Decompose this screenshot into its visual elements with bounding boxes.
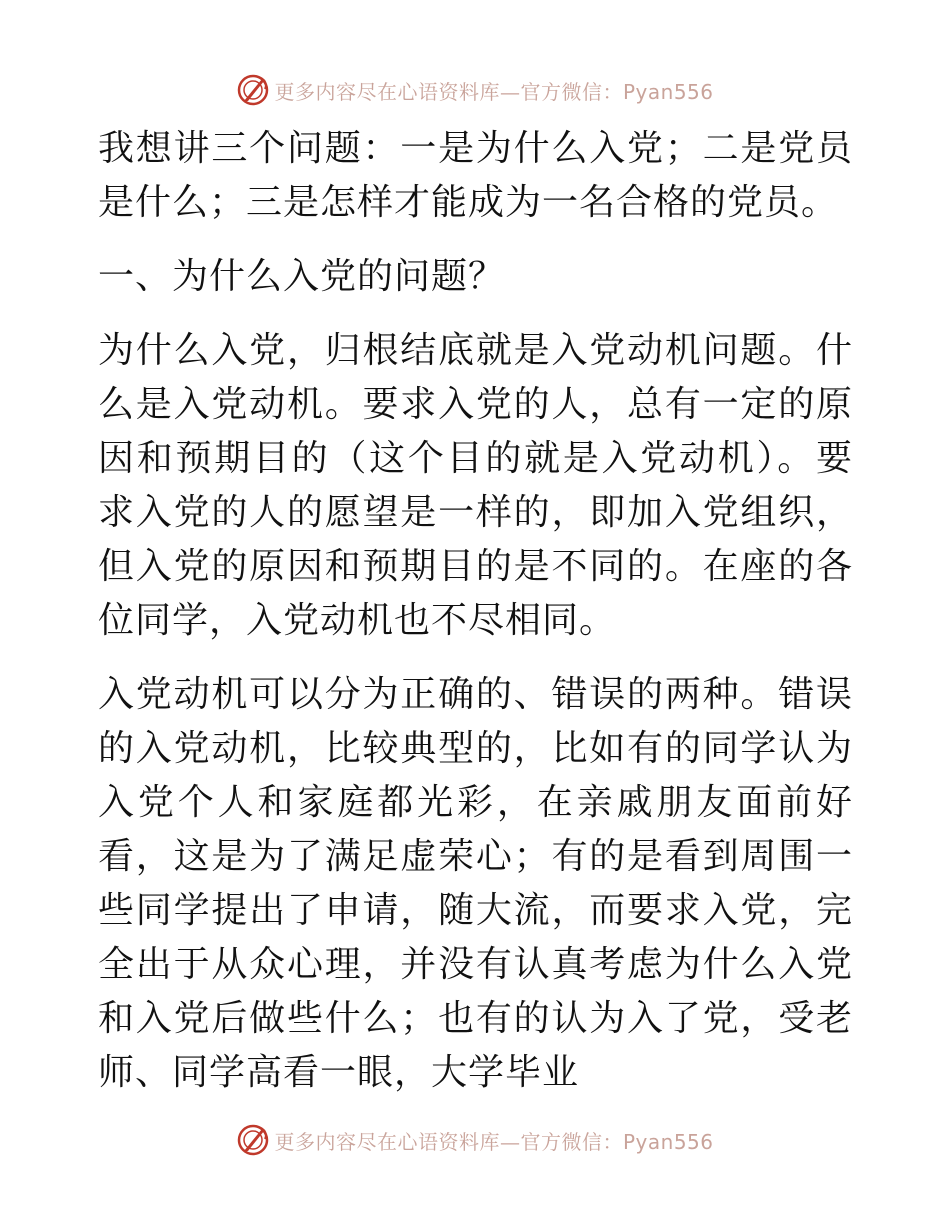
footer-banner-text: 更多内容尽在心语资料库—官方微信：Pyan556 bbox=[274, 1129, 714, 1154]
quill-logo-icon bbox=[236, 73, 270, 107]
section-heading-1: 一、为什么入党的问题？ bbox=[98, 256, 506, 297]
header-banner-text: 更多内容尽在心语资料库—官方微信：Pyan556 bbox=[274, 79, 714, 104]
paragraph-intro: 我想讲三个问题：一是为什么入党；二是党员是什么；三是怎样才能成为一名合格的党员。 bbox=[98, 128, 853, 223]
paragraph-motive-definition: 为什么入党，归根结底就是入党动机问题。什么是入党动机。要求入党的人，总有一定的原因和预期目的（这个目的就是入党动机）。要求入党的人的愿望是一样的，即加入党组织，但入党的原因和预期目的是不同的。在座的各位同学，入党动机也不尽相同。 bbox=[98, 330, 853, 641]
header-wechat-id: Pyan556 bbox=[622, 79, 714, 104]
footer-wechat-id: Pyan556 bbox=[622, 1129, 714, 1154]
document-body bbox=[98, 122, 853, 1120]
paragraph-motive-types: 入党动机可以分为正确的、错误的两种。错误的入党动机，比较典型的，比如有的同学认为入党个人和家庭都光彩，在亲戚朋友面前好看，这是为了满足虚荣心；有的是看到周围一些同学提出了申请，随大流，而要求入党，完全出于从众心理，并没有认真考虑为什么入党和入党后做些什么；也有的认为入了党，受老师、同学高看一眼，大学毕业 bbox=[98, 674, 853, 1093]
header-banner bbox=[0, 70, 950, 110]
footer-banner bbox=[0, 1120, 950, 1160]
quill-logo-icon bbox=[236, 1123, 270, 1157]
